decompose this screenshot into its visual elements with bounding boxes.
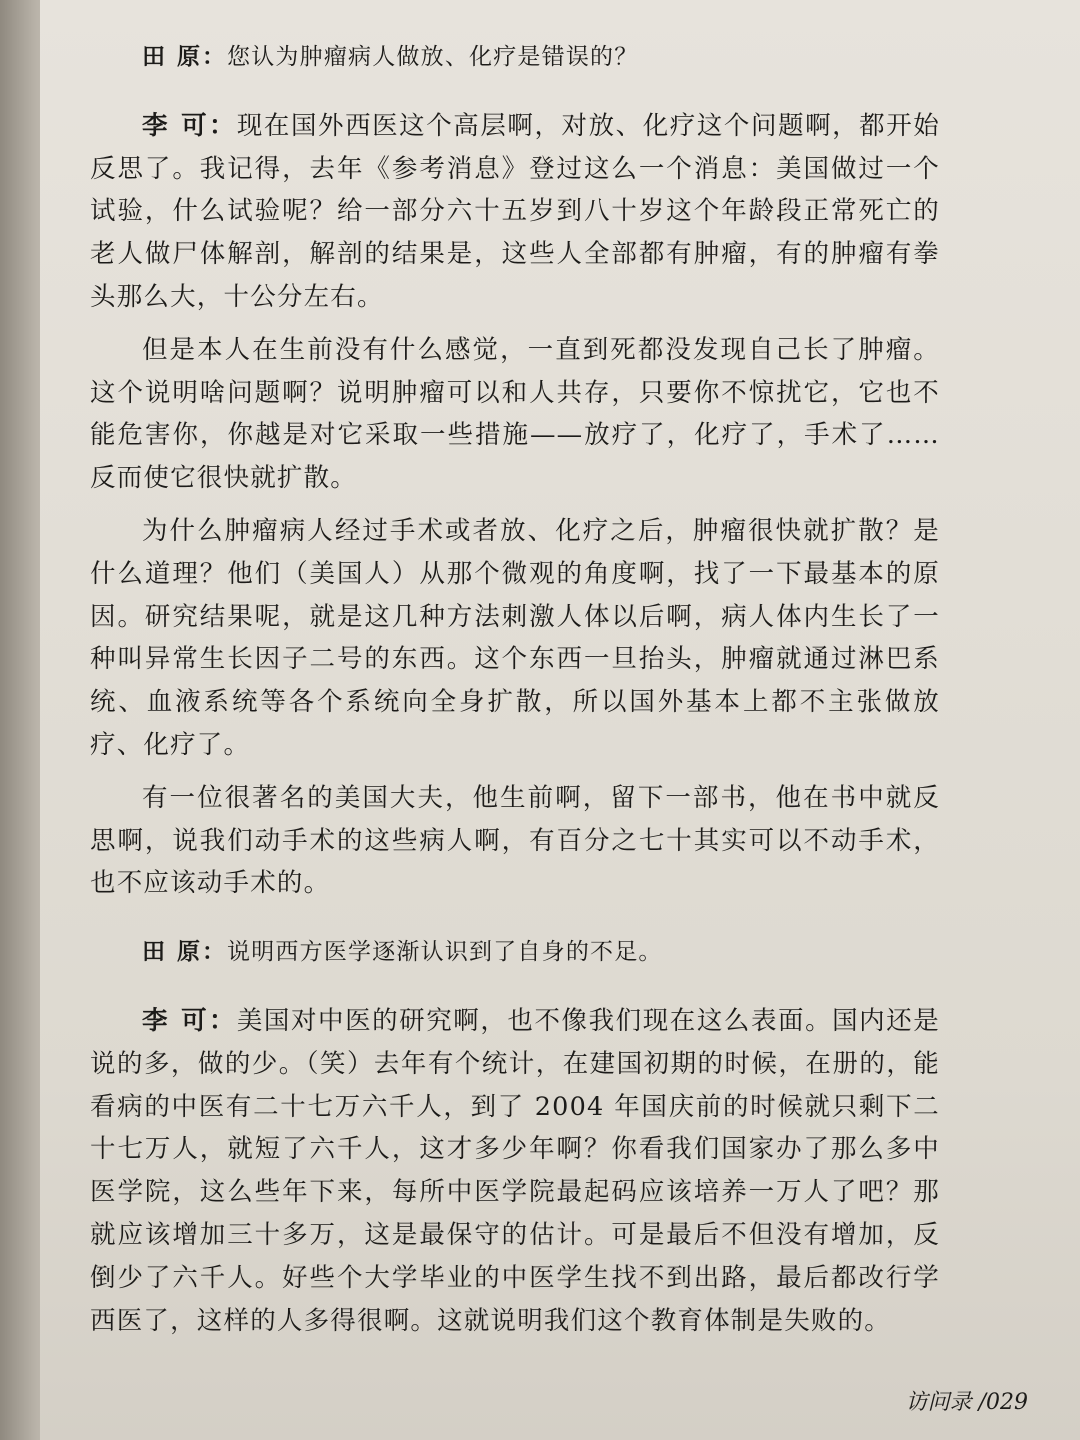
paragraph-li-1 bbox=[90, 105, 940, 319]
paragraph-text: 为什么肿瘤病人经过手术或者放、化疗之后，肿瘤很快就扩散？是什么道理？他们（美国人）从那个微观的角度啊，找了一下最基本的原因。研究结果呢，就是这几种方法刺激人体以后啊，病人体内生长了一种叫异常生长因子二号的东西。这个东西一旦抬头，肿瘤就通过淋巴系统、血液系统等各个系统向全身扩散，所以国外基本上都不主张做放疗、化疗了。 bbox=[90, 515, 940, 760]
paragraph-text: 有一位很著名的美国大夫，他生前啊，留下一部书，他在书中就反思啊，说我们动手术的这些病人啊，有百分之七十其实可以不动手术，也不应该动手术的。 bbox=[90, 782, 940, 899]
paragraph-text: 说明西方医学逐渐认识到了自身的不足。 bbox=[227, 939, 663, 966]
paragraph-text: 现在国外西医这个高层啊，对放、化疗这个问题啊，都开始反思了。我记得，去年《参考消息》登过这么一个消息：美国做过一个试验，什么试验呢？给一部分六十五岁到八十岁这个年龄段正常死亡的老人做尸体解剖，解剖的结果是，这些人全部都有肿瘤，有的肿瘤有拳头那么大，十公分左右。 bbox=[90, 110, 941, 312]
paragraph-text: 您认为肿瘤病人做放、化疗是错误的？ bbox=[227, 44, 639, 70]
paragraph-li-2 bbox=[90, 1000, 940, 1342]
speaker-label: 李 可： bbox=[142, 1005, 237, 1036]
paragraph-tian-1 bbox=[90, 36, 940, 79]
paragraph-body-2 bbox=[90, 510, 940, 767]
speaker-label: 田 原： bbox=[142, 939, 228, 966]
paragraph-body-1 bbox=[90, 329, 940, 500]
paragraph-text: 但是本人在生前没有什么感觉，一直到死都没发现自己长了肿瘤。这个说明啥问题啊？说明肿瘤可以和人共存，只要你不惊扰它，它也不能危害你，你越是对它采取一些措施——放疗了，化疗了，手术了……反而使它很快就扩散。 bbox=[90, 334, 940, 494]
paragraph-text: 美国对中医的研究啊，也不像我们现在这么表面。国内还是说的多，做的少。（笑）去年有个统计，在建国初期的时候，在册的，能看病的中医有二十七万六千人，到了 2004 年国庆前的时候就只剩下二十七万人，就短了六千人，这才多少年啊？你看我们国家办了那么多中医学院，这么些年下来，每所中医学院最起码应该培养一万人了吧？那就应该增加三十多万，这是最保守的估计。可是最后不但没有增加，反倒少了六千人。好些个大学毕业的中医学生找不到出路，最后都改行学西医了，这样的人多得很啊。这就说明我们这个教育体制是失败的。 bbox=[90, 1005, 941, 1336]
paragraph-tian-2 bbox=[90, 931, 940, 974]
page-text-body bbox=[90, 36, 940, 1342]
speaker-label: 李 可： bbox=[142, 110, 237, 141]
paragraph-body-3 bbox=[90, 777, 940, 905]
speaker-label: 田 原： bbox=[142, 44, 228, 70]
page-footer: 访问录 /029 bbox=[905, 1390, 1028, 1415]
